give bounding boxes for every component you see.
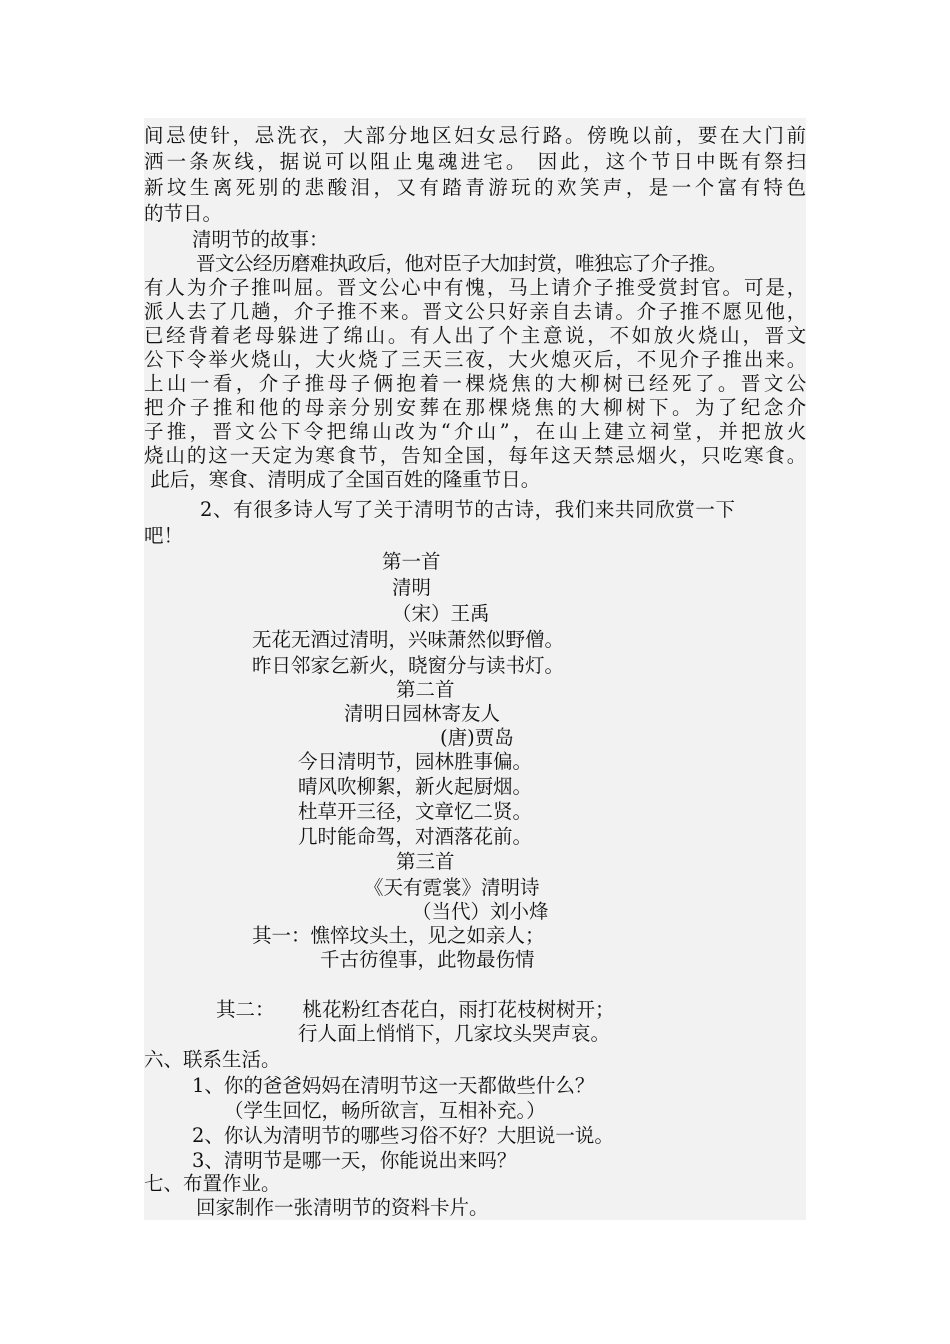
poem-part-label: 其二： — [216, 998, 275, 1021]
text-line: 公下令举火烧山，大火烧了三天三夜，大火熄灭后，不见介子推出来。 — [144, 348, 806, 371]
question-note: （学生回忆，畅所欲言，互相补充。） — [224, 1099, 546, 1122]
poem-line: 行人面上悄悄下，几家坟头哭声哀。 — [298, 1022, 611, 1045]
question-item: 1、你的爸爸妈妈在清明节这一天都做些什么？ — [192, 1074, 595, 1097]
poem-author: （当代）刘小烽 — [412, 900, 549, 923]
text-line: 此后，寒食、清明成了全国百姓的隆重节日。 — [144, 468, 541, 491]
poem-title: 《天有霓裳》清明诗 — [364, 876, 540, 899]
poem-title: 清明日园林寄友人 — [344, 702, 501, 725]
text-line: 间忌使针，忌洗衣，大部分地区妇女忌行路。傍晚以前，要在大门前 — [144, 124, 806, 147]
text-line: 上山一看，介子推母子俩抱着一棵烧焦的大柳树已经死了。晋文公 — [144, 372, 806, 395]
poem-line: 杜草开三径，文章忆二贤。 — [298, 800, 533, 823]
poem-author: (唐)贾岛 — [440, 726, 514, 749]
poem-line: 几时能命驾，对酒落花前。 — [298, 825, 533, 848]
poem-line: 无花无酒过清明，兴味萧然似野僧。 — [252, 628, 565, 651]
poem-number: 第二首 — [396, 678, 455, 701]
text-line: 2、有很多诗人写了关于清明节的古诗，我们来共同欣赏一下 — [200, 498, 736, 521]
text-line: 派人去了几趟，介子推不来。晋文公只好亲自去请。介子推不愿见他， — [144, 300, 806, 323]
section-heading: 七、布置作业。 — [144, 1172, 281, 1195]
text-line: 有人为介子推叫屈。晋文公心中有愧，马上请介子推受赏封官。可是， — [144, 276, 806, 299]
poem-line: 千古彷徨事，此物最伤情 — [320, 948, 535, 971]
homework-task: 回家制作一张清明节的资料卡片。 — [196, 1196, 489, 1219]
poem-title: 清明 — [392, 576, 432, 599]
poem-line: 昨日邻家乞新火，晓窗分与读书灯。 — [252, 654, 565, 677]
poem-author: （宋）王禹 — [392, 602, 490, 625]
question-item: 3、清明节是哪一天，你能说出来吗？ — [192, 1149, 517, 1172]
poem-number: 第三首 — [396, 850, 455, 873]
section-heading: 清明节的故事： — [192, 228, 329, 251]
question-item: 2、你认为清明节的哪些习俗不好？大胆说一说。 — [192, 1124, 614, 1147]
poem-line: 憔悴坟头土，见之如亲人； — [310, 924, 545, 947]
text-line: 吧！ — [144, 524, 184, 547]
text-line: 子推，晋文公下令把绵山改为“介山”，在山上建立祠堂，并把放火 — [144, 420, 806, 443]
text-line: 把介子推和他的母亲分别安葬在那棵烧焦的大柳树下。为了纪念介 — [144, 396, 806, 419]
poem-line: 桃花粉红杏花白，雨打花枝树树开； — [302, 998, 615, 1021]
text-line: 烧山的这一天定为寒食节，告知全国，每年这天禁忌烟火，只吃寒食。 — [144, 444, 806, 467]
poem-part-line — [144, 997, 878, 1023]
text-line: 洒一条灰线，据说可以阻止鬼魂进宅。 因此，这个节日中既有祭扫 — [144, 150, 806, 173]
poem-line: 晴风吹柳絮，新火起厨烟。 — [298, 775, 533, 798]
poem-part-label: 其一： — [252, 924, 311, 947]
text-line: 的节日。 — [144, 202, 223, 225]
poem-number: 第一首 — [382, 550, 441, 573]
text-line: 已经背着老母躲进了绵山。有人出了个主意说，不如放火烧山，晋文 — [144, 324, 806, 347]
text-line: 新坟生离死别的悲酸泪，又有踏青游玩的欢笑声，是一个富有特色 — [144, 176, 806, 199]
poem-line: 今日清明节，园林胜事偏。 — [298, 750, 533, 773]
text-line: 晋文公经历磨难执政后，他对臣子大加封赏，唯独忘了介子推。 — [196, 252, 727, 275]
poem-part-line — [144, 923, 914, 949]
section-heading: 六、联系生活。 — [144, 1048, 281, 1071]
